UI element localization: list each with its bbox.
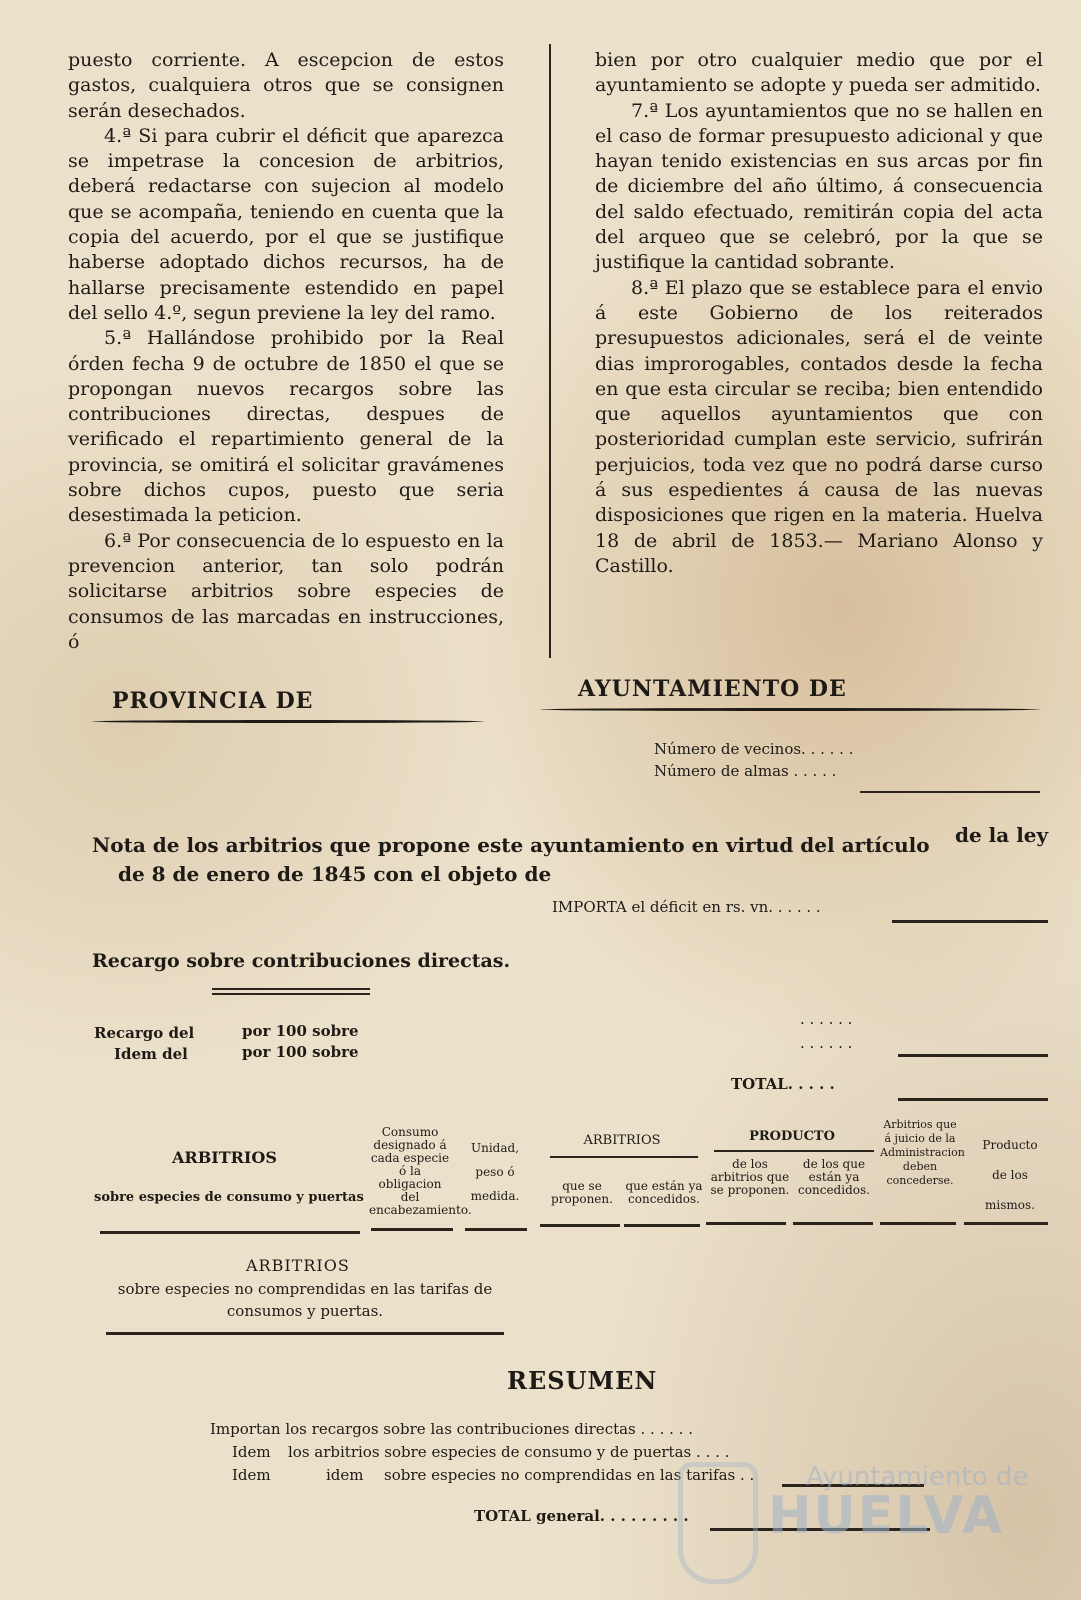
- resumen-idem: idem: [326, 1466, 364, 1484]
- paragraph: 7.ª Los ayuntamientos que no se hallen en el caso de formar presupuesto adicional y que hayan tenido existencias en sus arcas por fin de diciembre del año último, á consecuencia del saldo efectuado, remitirán copia del acta del arqueo que se celebró, por la que se justifique la cantidad sobrante.: [595, 99, 1043, 274]
- dots: . . . . . .: [800, 1010, 853, 1028]
- provincia-heading: PROVINCIA DE: [112, 688, 314, 714]
- left-column: [68, 48, 504, 655]
- swoosh-divider: [540, 708, 1040, 711]
- arbitrios-no-header: ARBITRIOS: [246, 1256, 350, 1275]
- double-rule: [212, 993, 370, 995]
- vecinos-label: Número de vecinos. . . . . .: [654, 740, 854, 758]
- nota-line-2: de 8 de enero de 1845 con el objeto de: [118, 862, 552, 886]
- que-proponen-header: que se proponen.: [551, 1179, 613, 1206]
- resumen-heading: RESUMEN: [507, 1366, 658, 1395]
- arbitrios-sub: sobre especies de consumo y puertas: [94, 1190, 364, 1205]
- swoosh-divider: [92, 720, 484, 723]
- column-rule: [706, 1222, 786, 1225]
- arbitrios-no-sub: sobre especies no comprendidas en las tarifas de consumos y puertas.: [117, 1280, 493, 1320]
- resumen-idem: Idem: [232, 1443, 271, 1461]
- watermark: [678, 1462, 1028, 1546]
- header-rule: [550, 1156, 698, 1158]
- recargo-title: Recargo sobre contribuciones directas.: [92, 950, 511, 972]
- fill-line: [892, 920, 1048, 923]
- nota-line-1: Nota de los arbitrios que propone este ayuntamiento en virtud del artículo: [92, 833, 930, 857]
- fill-line: [860, 791, 1040, 793]
- resumen-idem: Idem: [232, 1466, 271, 1484]
- de-los-que-header: de los que están ya concedidos.: [798, 1157, 870, 1197]
- column-rule: [624, 1224, 700, 1227]
- ayuntamiento-heading: AYUNTAMIENTO DE: [578, 676, 847, 702]
- dots: . . . . . .: [800, 1034, 853, 1052]
- paragraph: 4.ª Si para cubrir el déficit que aparezca se impetrase la concesion de arbitrios, deberá redactarse con sujecion al modelo que se acompaña, teniendo en cuenta que la copia del acuerdo, por el que se justifique haberse adoptado dichos recursos, ha de hallarse precisamente estendido en papel del sello 4.º, segun previene la ley del ramo.: [68, 124, 504, 324]
- column-rule: [100, 1231, 360, 1234]
- fill-line: [898, 1098, 1048, 1101]
- paragraph: bien por otro cualquier medio que por el ayuntamiento se adopte y pueda ser admitido.: [595, 49, 1043, 97]
- consumo-col-header: Consumo designado á cada especie ó la obligacion del encabezamiento.: [369, 1125, 472, 1217]
- arbitrios-admin-header: Arbitrios que á juicio de la Administracion deben concederse.: [880, 1118, 965, 1187]
- recargo-del-label: Recargo del: [94, 1024, 195, 1042]
- que-concedidos-header: que están ya concedidos.: [625, 1179, 703, 1206]
- producto-col-header: PRODUCTO: [749, 1129, 835, 1144]
- right-column: [595, 48, 1043, 579]
- resumen-line-1: Importan los recargos sobre las contribuciones directas . . . . . .: [210, 1420, 693, 1438]
- idem-del-label: Idem del: [114, 1045, 188, 1063]
- column-rule: [964, 1222, 1048, 1225]
- arbitrios-header: ARBITRIOS: [172, 1148, 277, 1167]
- por-100-a: por 100 sobre: [242, 1022, 359, 1040]
- fill-line: [898, 1054, 1048, 1057]
- double-rule: [212, 988, 370, 990]
- paragraph: puesto corriente. A escepcion de estos gastos, cualquiera otros que se consignen serán desechados.: [68, 49, 504, 122]
- watermark-line-2: HUELVA: [768, 1486, 1005, 1546]
- por-100-b: por 100 sobre: [242, 1043, 359, 1061]
- column-rule: [465, 1228, 527, 1231]
- producto-mismos-header: Producto de los mismos.: [982, 1138, 1038, 1212]
- section-rule: [106, 1332, 504, 1335]
- arbitrios-col-header: ARBITRIOS: [583, 1133, 661, 1148]
- header-rule: [714, 1150, 874, 1152]
- column-rule: [793, 1222, 873, 1225]
- almas-label: Número de almas . . . . .: [654, 762, 837, 780]
- unidad-col-header: Unidad, peso ó medida.: [470, 1141, 520, 1203]
- total-general: TOTAL general. . . . . . . . .: [474, 1507, 689, 1525]
- resumen-line-2: los arbitrios sobre especies de consumo y de puertas . . . .: [288, 1443, 730, 1461]
- column-rule: [540, 1224, 620, 1227]
- paragraph: 8.ª El plazo que se establece para el envio á este Gobierno de los reiterados presupuestos adicionales, será el de veinte dias improrogables, contados desde la fecha en que esta circular se reciba; bien entendido que aquellos ayuntamientos que con posterioridad cumplan este servicio, sufrirán perjuicios, toda vez que no podrá darse curso á sus espedientes á causa de las nuevas disposiciones que rigen en la materia. Huelva 18 de abril de 1853.— Mariano Alonso y Castillo.: [595, 276, 1043, 577]
- total-label: TOTAL. . . . .: [731, 1075, 835, 1093]
- de-arbitrios-header: de los arbitrios que se proponen.: [710, 1157, 790, 1197]
- column-rule: [880, 1222, 956, 1225]
- importa-label: IMPORTA el déficit en rs. vn. . . . . .: [552, 898, 821, 916]
- column-rule: [371, 1228, 453, 1231]
- paragraph: 6.ª Por consecuencia de lo espuesto en la prevencion anterior, tan solo podrán solicitarse arbitrios sobre especies de consumos de las marcadas en instrucciones, ó: [68, 529, 504, 653]
- watermark-line-1: Ayuntamiento de: [806, 1462, 1029, 1492]
- column-divider: [549, 44, 551, 658]
- resumen-line-3: sobre especies no comprendidas en las tarifas . .: [384, 1466, 755, 1484]
- paragraph: 5.ª Hallándose prohibido por la Real órden fecha 9 de octubre de 1850 el que se propongan nuevos recargos sobre las contribuciones directas, despues de verificado el repartimiento general de la provincia, se omitirá el solicitar gravámenes sobre dichos cupos, puesto que seria desestimada la peticion.: [68, 327, 504, 527]
- nota-ley: de la ley: [955, 823, 1049, 847]
